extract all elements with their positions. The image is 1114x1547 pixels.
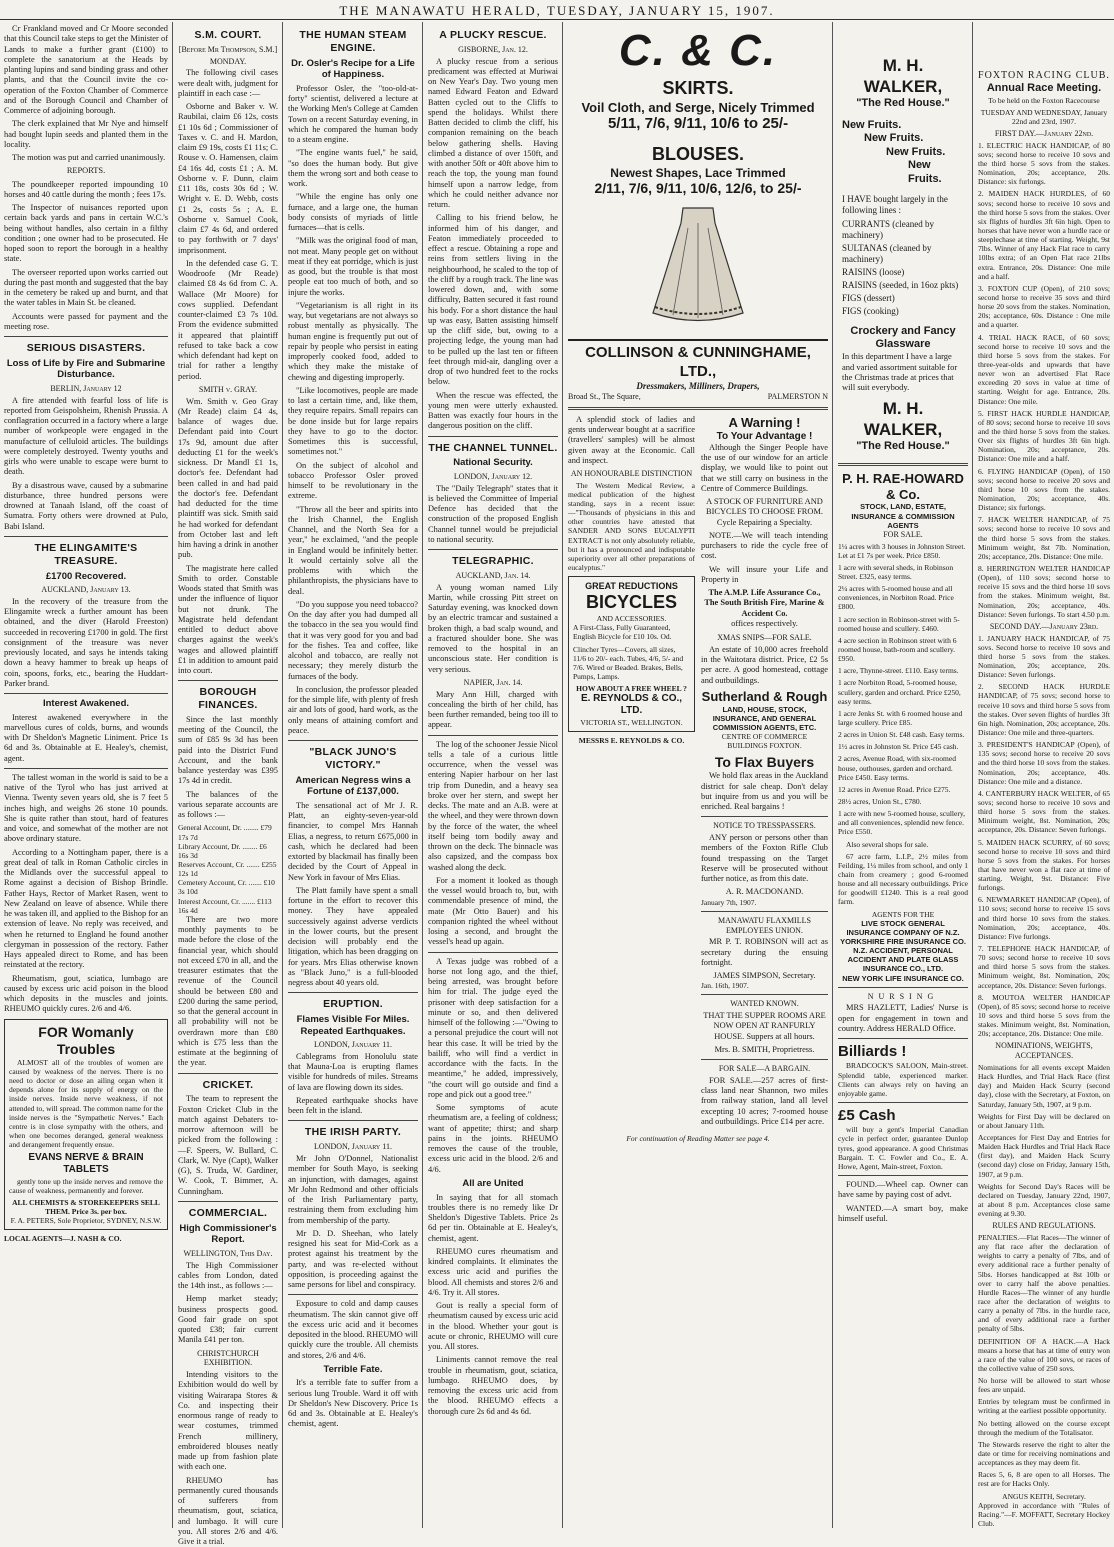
account-line: Library Account, Dr. ........ £6 16s 3d (178, 841, 267, 860)
property-item: 28½ acres, Union St., £780. (838, 796, 922, 806)
ad-text: The South British Fire, Marine & Accident Co. (704, 598, 825, 618)
ad-text: AND ACCESSORIES. (596, 614, 667, 624)
signature: JAMES SIMPSON, Secretary. (713, 971, 816, 981)
headline: A PLUCKY RESCUE. (439, 29, 547, 41)
article-text: BRADCOCK'S SALOON, Main-street. Splendid table, experienced marker. Clients can always rely on having an enjoyable game. (838, 1061, 968, 1098)
account-line: Reserves Account, Cr. ....... £255 12s 1d (178, 859, 277, 879)
headline: THE CHANNEL TUNNEL. (428, 441, 558, 454)
article-text: We hold flax areas in the Auckland district for sale cheap. Don't delay but inquire from us and you will be enriched. Real bargains ! (701, 771, 828, 812)
article-text: "Do you suppose you need tobacco? On the day after you had dumped all the tobacco in the sea you would find that it was very good for you and bad for the fishes. Tea and coffee, like alcohol and tobacco, are really not necessary; they merely disturb the furnaces of the body. (288, 599, 418, 681)
article-text: RHEUMO has permanently cured thousands of sufferers from rheumatism, gout, sciatica, and lumbago. It will cure you. All stores 2/6 and 4/6. Give it a trial. (178, 1475, 278, 1547)
subheadline: Dr. Osler's Recipe for a Life of Happiness. (291, 57, 415, 81)
article-text: Hemp market steady; business prospects good. Good fair grade on spot quoted £38; fair current Manila £41 per ton. (178, 1294, 278, 1345)
ad-text: Dressmakers, Milliners, Drapers, (636, 381, 760, 392)
race-item: 8. MOUTOA WELTER HANDICAP (Open), of 85 sovs; second horse to receive 10 sovs and third horse 5 sovs from the stakes. Minimum weight, 8st. Nomination, 20s; acceptance, 20s. Distance: One mile. (978, 992, 1110, 1039)
article-text: NOTE.—We will teach intending purchasers to ride the cycle free of cost. (701, 530, 828, 561)
race-item: 4. TRIAL HACK RACE, of 60 sovs; second horse to receive 10 sovs and the third horse 5 sovs from the stakes. For three-year-olds and upwards that have never won an advertised Flat Race exceeding 20 sovs in value at time of starting. Weight for age. Entrance, 20s. Distance: One mile. (978, 332, 1110, 406)
ad-text: I HAVE bought largely in the following lines : (842, 193, 948, 215)
subheadline: High Commissioner's Report. (179, 1222, 277, 1246)
dateline: WELLINGTON, This Day. (183, 1248, 273, 1258)
section-subhead: NURSING (867, 991, 939, 1001)
article-text: The clerk explained that Mr Nye and himself had bought lupin seeds and planted them in the locality. (4, 119, 168, 149)
dateline: NAPIER, Jan. 14. (463, 677, 523, 687)
ad-text: Voil Cloth, and Serge, Nicely Trimmed (581, 99, 815, 115)
ad-headline: To Flax Buyers (714, 754, 815, 771)
section-subhead: MANAWATU FLAXMILLS EMPLOYEES UNION. (718, 915, 811, 935)
ad-text: The A.M.P. Life Assurance Co., (708, 588, 821, 598)
ad-address: VICTORIA ST., WELLINGTON. (580, 717, 683, 727)
property-item: 1 acre with new 5-roomed house, scullery, and all conveniences, splendid new fence. Price £550. (838, 809, 965, 837)
dateline: MONDAY. (209, 56, 247, 66)
article-text: Mary Ann Hill, charged with concealing the birth of her child, has been further remanded, being too ill to appear. (428, 689, 558, 730)
race-item: 5. MAIDEN HACK SCURRY, of 60 sovs; second horse to receive 10 sovs and third horse 5 sovs from the stakes. For horses that have never won a flat race at time of starting. Weight, 9st. Distance: Five furlongs. (978, 837, 1110, 893)
property-item: 1 acre, Thynne-street. £110. Easy terms. (838, 666, 959, 676)
article-text: The Inspector of nuisances reported upon certain back yards and pans in certain W.C.'s being without handles, also certain in a filthy condition ; one owner had to be prosecuted. He hoped soon to report the borough in a healthy state. (4, 203, 168, 264)
article-text: Acceptances for First Day and Entries for Maiden Hack Hurdles and Trial Hack Race (first day), and Maiden Hack Scurry (second day) close on Friday, January 15th, 1907, at 9 p.m. (978, 1132, 1110, 1179)
insurer-name: N.Z. ACCIDENT, PERSONAL ACCIDENT AND PLATE GLASS INSURANCE CO., LTD. (847, 946, 959, 974)
account-line: Cemetery Account, Cr. ....... £10 3s 10d (178, 878, 275, 897)
article-text: Mr D. D. Sheehan, who lately resigned his seat for Mid-Cork as a protest against his treatment by the party, and was re-elected without opposition, is proceeding against the same persons for libel and conspiracy. (288, 1228, 418, 1289)
section-subhead: AN HONOURABLE DISTINCTION (570, 469, 693, 478)
property-item: 1 acre section in Robinson-street with 5-roomed house and scullery. £460. (838, 614, 960, 633)
column-rule (282, 22, 283, 1528)
product-item: CURRANTS (cleaned by machinery) (842, 218, 934, 240)
article-text: Approved in accordance with "Rules of Racing."—F. MOFFATT, Secretary Hockey Club. (978, 1500, 1110, 1529)
dateline: AUCKLAND, Jan. 14. (455, 570, 531, 580)
product-item: FIGS (dessert) (842, 292, 895, 303)
ad-text: To Your Advantage ! (716, 430, 813, 442)
article-text: Accounts were passed for payment and the meeting rose. (4, 311, 168, 331)
subheadline: £1700 Recovered. (45, 570, 127, 582)
ad-text: Newest Shapes, Lace Trimmed (610, 165, 786, 180)
ad-text: Also several shops for sale. (846, 839, 929, 849)
article-text: PENALTIES.—Flat Races—The winner of any flat race after the declaration of weights to carry a penalty of 7lbs, and of every additional race a further penalty of 5lbs. Horses handicapped at 8st 10lb or over to carry half the above penalties. Hurdle Races—The winner of any hurdle race after the declaration of weights to carry a penalty of 7lbs. in the hurdle race, and of every additional race a further penalty of 5lbs. (978, 1232, 1110, 1334)
ad-text: A First-Class, Fully Guaranteed, English Bicycle for £10 10s. Od. (573, 623, 672, 642)
article-text: Weights for Second Day's Races will be declared on Tuesday, January 22nd, 1907, at about 8 p.m. Acceptances close same evening at 9.30. (978, 1181, 1110, 1219)
headline: BOROUGH FINANCES. (198, 686, 258, 712)
column-5 (564, 24, 832, 1524)
article-text: The tallest woman in the world is said to be a native of the Tyrol who has just arrived at Vienna. Twenty seven years old, she is 7 feet 5 inches high, and weighs 26 stone 10 pounds. She is quite rather than stout, hard of features and voice, and somewhat of the mother are not above ordinary stature. (4, 772, 168, 844)
ad-prices: 2/11, 7/6, 9/11, 10/6, 12/6, to 25/- (594, 180, 802, 197)
ad-text: GREAT REDUCTIONS (585, 581, 678, 592)
product-item: FIGS (cooking) (842, 305, 899, 316)
race-item: 5. FIRST HACK HURDLE HANDICAP, of 80 sovs; second horse to receive 10 sovs and the third horse 5 sovs from the stakes. Over six flights of hurdles 3ft 6in high. Nomination, 20s; acceptance, 20s. Distance: One mile and a half. (978, 408, 1110, 464)
ad-company: E. REYNOLDS & CO., LTD. (580, 693, 683, 717)
date: January 7th, 1907. (701, 897, 757, 907)
article-text: DEFINITION OF A HACK.—A Hack means a horse that has at time of entry won a race of the value of 100 sovs, or races of the collective value of 250 sovs. (978, 1336, 1110, 1373)
race-item: 7. HACK WELTER HANDICAP, of 75 sovs; second horse to receive 10 sovs and the third horse 5 sovs from the stakes. Minimum weight, 8st 7lb. Nomination, 20s; acceptance, 20s. Distance: One mile. (978, 515, 1110, 561)
column-rule (832, 22, 833, 1528)
article-text: The High Commissioner cables from London, dated the 14th inst., as follows :— (178, 1260, 278, 1291)
race-item: 8. HERRINGTON WELTER HANDICAP (Open), of 110 sovs; second horse to receive 15 sovs and the third horse 10 sovs from the stakes. Minimum weight, 8st. Nomination, 20s; acceptance, 40s. Distance: Seven furlongs. To start 4.50 p.m. (978, 563, 1110, 619)
ad-text: gently tone up the inside nerves and remove the cause of weakness, permanently and forever. (9, 1176, 163, 1195)
ad-company: Sutherland & Rough (701, 688, 828, 704)
article-text: "Throw all the beer and spirits into the Irish Channel, the English Channel, and the North Sea for a year," he exclaimed, "and the people in England would be infinitely better. It would certainly solve all the problems with which the philanthropists, the physicians have to deal. (288, 504, 418, 596)
article-text: The Stewards reserve the right to alter the date or time for receiving nominations and acceptances as they may deem fit. (978, 1439, 1110, 1468)
property-item: 12 acres in Avenue Road. Price £275. (838, 784, 951, 794)
headline: S.M. COURT. (194, 29, 262, 41)
advertisement-walker (838, 28, 968, 458)
race-dates: TUESDAY AND WEDNESDAY, January 22nd and 23rd, 1907. (980, 107, 1108, 126)
article-text: Since the last monthly meeting of the Council, the sum of £85 9s 3d has been paid into the District Fund Account, and the bank balance yesterday was £395 17s 4d in credit. (178, 714, 278, 786)
article-text: FOUND.—Wheel cap. Owner can have same by paying cost of advt. (838, 1180, 968, 1200)
column-3 (284, 24, 422, 1524)
article-text: In the defended case G. T. Woodroofe (Mr Reade) claimed £8 4s 6d from C. A. Wallace (Mr Moore) for cows supplied. Defendant counter-claimed £3 7s 10d. From the evidence submitted it appeared that plaintiff refused to take back a cow which defendant had kept on trial for rather a lengthy period. (178, 258, 278, 381)
section-subhead: RULES AND REGULATIONS. (992, 1221, 1096, 1231)
article-text: MR P. T. ROBINSON will act as secretary during the ensuing fortnight. (701, 937, 828, 967)
ad-address: Broad St., The Square, (568, 392, 641, 401)
article-text: In the recovery of the treasure from the Elingamite wreck a further amount has been obtained, and the diver (Harold Freeston) succeeded in recovering £1700 in gold. The first consignment of the treasure was never previously located, and says he intends taking down a heavy hammer to break up heaps of coin, spoons, forks, etc., bearing the Huddart-Parker brand. (4, 596, 168, 688)
article-text: A young woman named Lily Martin, while crossing Pitt street on Saturday evening, was knocked down by an electric tramcar and sustained a broken thigh, a bad scalp wound, and a fractured shoulder bone. She was removed to the hospital in an unconscious state. Her condition is very serious. (428, 582, 558, 674)
article-text: When the rescue was effected, the young men were utterly exhausted. Batten was exactly four hours in the dangerous position on the cliff. (428, 390, 558, 431)
race-item: 3. PRESIDENT'S HANDICAP (Open), of 135 sovs; second horse to receive 20 sovs and the third horse 10 sovs from the stakes. Nomination, 20s; acceptance, 40s. Distance: One mile and a distance. (978, 740, 1110, 786)
article-text: The overseer reported upon works carried out during the past month and suggested that the bay in the cemetery be raked up and burnt, and that the water tables in Main St. be cleaned. (4, 267, 168, 308)
column-rule (562, 22, 563, 1528)
race-item: 3. FOXTON CUP (Open), of 210 sovs; second horse to receive 35 sovs and third horse 20 sovs from the stakes. Nomination, 20s; acceptance, 60s. Distance : One mile and a quarter. (978, 283, 1110, 330)
ad-town: PALMERSTON N (767, 392, 828, 401)
section-subhead: NOMINATIONS, WEIGHTS, ACCEPTANCES. (995, 1041, 1093, 1061)
ad-text: ALL CHEMISTS & STOREKEEPERS SELL THEM. Price 3s. per box. (12, 1197, 160, 1217)
subheadline: Flames Visible For Miles. Repeated Earthquakes. (296, 1014, 410, 1037)
article-text: Mr John O'Donnel, Nationalist member for South Mayo, is seeking an injunction, with damages, against Mr John Redmond and other officials of the Irish Parliamentary party, restraining them from excluding him from membership of the party. (288, 1154, 418, 1225)
column-4 (424, 24, 562, 1524)
property-item: 1 acre with several sheds, in Robinson Street. £325, easy terms. (838, 562, 954, 582)
article-text: Exposure to cold and damp causes rheumatism. The skin cannot give off the excess uric acid and it becomes deposited in the blood. RHEUMO will quickly cure the trouble. All chemists and stores, 2/6 and 4/6. (288, 1299, 418, 1360)
article-text: On the subject of alcohol and tobacco Professor Osler proved himself to be revolutionary in the extreme. (288, 460, 418, 501)
article-text: A splendid stock of ladies and gents underwear bought at a sacrifice (travellers' samples) will be almost given away at the Economic. Call and inspect. (568, 414, 695, 465)
insurer-name: NEW YORK LIFE INSURANCE CO. (842, 973, 964, 983)
race-item: 4. CANTERBURY HACK WELTER, of 65 sovs; second horse to receive 10 sovs and third horse 5 sovs from the stakes. Minimum weight, 8st. Nomination, 20s; acceptance, 20s. Distance: Seven furlongs. (978, 788, 1110, 835)
property-list (838, 542, 968, 837)
article-text: FOR SALE.—257 acres of first-class land near Shannon, two miles from railway station, land all level excepting 10 acres; 7-roomed house and outbuildings. Price £14 per acre. (701, 1075, 828, 1126)
dateline: [Before Mr Thompson, S.M.] (178, 44, 278, 54)
article-text: There are two more monthly payments to be made before the close of the financial year, which should not exceed £70 in all, and the treasurer estimates that the revenue of the Council should be between £80 and £200 during the same period, so that the general account in all probability will not be overdrawn more than £80 which is £75 less than the estimate at the beginning of the year. (178, 914, 278, 1068)
race-item: 1. JANUARY HACK HANDICAP, of 75 sovs. Second horse to receive 10 sovs and third horse 5 sovs from the stakes. Nomination, 20s; acceptance, 20s. Distance: Seven furlongs. (978, 633, 1110, 680)
ad-company: COLLINSON & CUNNINGHAME, LTD., (568, 339, 828, 381)
column-rule (972, 22, 973, 1528)
article-text: The following civil cases were dealt with, judgment for plaintiff in each case :— (178, 68, 278, 98)
ad-text: "The Red House." (856, 440, 950, 453)
signature: A. R. MACDONAND. (725, 887, 804, 897)
article-text: In saying that for all stomach troubles there is no remedy like Dr Sheldon's Digestive Tablets. Price 2s 6d per tin. Obtainable at E. Healey's, chemist, agent. (428, 1192, 558, 1243)
headline: THE IRISH PARTY. (304, 1126, 402, 1139)
article-text: Although the Singer People have the use of our window for an article display, we would like to point out that we still carry on business in the Centre of Commerce Buildings. (701, 442, 828, 493)
race-item: 1. ELECTRIC HACK HANDICAP, of 80 sovs; second horse to receive 10 sovs and the third horse 5 sovs from the stakes. Nomination, 20s; acceptance, 20s. Distance: six furlongs. (978, 140, 1110, 187)
article-text: By a disastrous wave, caused by a submarine disturbance, three hundred persons were drowned at Tanaah Island, off the coast of Sumatra. Forty others were drowned at Pulo, Babi Island. (4, 480, 168, 531)
ad-text: In this department I have a large and varied assortment suitable for the Christmas trade at prices that will suit everybody. (842, 351, 958, 393)
column-2 (174, 24, 282, 1547)
subheadline: All are United (462, 1177, 524, 1189)
property-item: 1 acre Norbiton Road, 5-roomed house, scullery, garden and orchard. Price £250, easy terms. (838, 678, 961, 706)
article-text: The motion was put and carried unanimously. (12, 153, 166, 162)
ad-headline: FOR Womanly Troubles (38, 1023, 134, 1057)
column-7 (974, 24, 1114, 1529)
ad-company: M. H. WALKER, (863, 56, 943, 96)
signature: ANGUS KEITH, Secretary. (1002, 1491, 1086, 1501)
ad-text: New Fruits. (886, 145, 946, 158)
property-item: 2¼ acres with 5-roomed house and all conveniences, in Norbiton Road. Price £800. (838, 584, 954, 612)
section-subhead: SMITH v. GRAY. (198, 384, 258, 394)
article-text: Intending visitors to the Exhibition would do well by visiting Wairarapa Stores & Co. and inspecting their enormous range of ready to wear costumes, trimmed French millinery, embroidered blouses neatly made up from fashion plate with each one. (178, 1370, 278, 1472)
column-rule (172, 22, 173, 1528)
article-text: It's a terrible fate to suffer from a serious lung Trouble. Ward it off with Dr Sheldon's New Discovery. Price 1s 6d and 3s. Obtainable at E. Healey's chemist, agent. (288, 1378, 418, 1429)
property-item: 1½ acres in Johnston St. Price £45 cash. (838, 742, 959, 752)
article-text: will buy a gent's Imperial Canadian cycle in perfect order, guarantee Dunlop tyres, good appearance. A good Christmas Bargain. T. C. Fowler and Co., E. A. Howe, Agent, Main-street, Foxton. (838, 1125, 968, 1171)
race-item: 7. TELEPHONE HACK HANDICAP, of 70 sovs; second horse to receive 10 sovs and third horse 5 sovs from the stakes. Minimum weight, 8st. Nomination, 20s; acceptance, 20s. Distance: Seven furlongs. (978, 944, 1110, 990)
ad-text: LAND, HOUSE, STOCK, INSURANCE, AND GENERAL COMMISSION AGENTS, ETC. (712, 704, 817, 732)
article-text: The poundkeeper reported impounding 10 horses and 40 cattle during the month ; fees 17s. (4, 179, 168, 199)
article-text: The log of the schooner Jessie Nicol tells a tale of a curious little occurrence, when the vessel was entering Napier harbour on her last trip from Dunedin, and a heavy sea broke over her stern, and swept her decks. The mate and an A.B. were at the wheel, and they were thrown down by the force of the water, the wheel itself being torn bodily away and thrown on the deck. The binnacle was also capsized, and the compass box washed along the deck. (428, 739, 559, 872)
headline: THE ELINGAMITE'S TREASURE. (34, 541, 138, 567)
ad-text: New Fruits. (864, 132, 924, 145)
column-1 (0, 24, 172, 1524)
article-text: A Texas judge was robbed of a horse not long ago, and the thief, being arrested, was brought before him for trial. The judge eyed the prisoner with deep satisfaction for a minute or so, and then delivered himself of the following :—"Owing to a personal prejudice the court will not hear this case. It will be tried by the bailiff, who will find a verdict in accordance with the facts. In the meantime," he added, impressively, "the court will go outside and find a rope and pick out a good tree." (428, 956, 558, 1099)
article-text: "The engine wants fuel," he said, "so does the human body. But give them the wrong sort and both cease to work. (288, 148, 418, 188)
skirt-illustration-icon (613, 203, 783, 333)
article-text: To be held on the Foxton Racecourse (988, 95, 1100, 105)
article-text: For a moment it looked as though the vessel would broach to, but, with commendable presence of mind, the mate (Mr Otto Bauer) and his companion righted the wheel without losing a second, and brought the vessel's head up again. (428, 875, 558, 947)
ad-headline: BLOUSES. (651, 143, 744, 164)
ad-text: New Fruits. (842, 118, 902, 131)
date: Jan. 16th, 1907. (701, 981, 749, 991)
subheadline: National Security. (453, 457, 533, 469)
article-text: The Western Medical Review, a medical publication of the highest standing, says in a recent issue:—"Thousands of physicians in this and other countries have attested that SANDER AND SONS EUCALYPTI EXTRACT is not only absolutely reliable, but it has a pronounced and indisputable superiority over all other preparations of eucalyptus." (568, 480, 695, 573)
section-subhead: REPORTS. (66, 166, 106, 176)
ad-text: offices respectively. (731, 618, 798, 628)
property-item: 2 acres, Avenue Road, with six-roomed house, outhouses, garden and orchard. Price £450. Easy terms. (838, 754, 956, 782)
article-text: Nominations for all events except Maiden Hack Hurdles, and Trial Hack Race (first day) and Maiden Hack Scurry (second day), close with the Secretary, at Foxton, on Saturday, January 5th, 1907, at 9 p.m. (978, 1062, 1110, 1109)
article-text: Some symptoms of acute rheumatism are, a feeling of coldness; want of appetite; thirst; and sharp pains in the joints. RHEUMO removes the cause of the trouble, excess uric acid in the blood. 2/6 and 4/6. (428, 1103, 558, 1174)
article-text: Gout is really a special form of rheumatism caused by excess uric acid in the blood. Whether your gout is acute or chronic, RHEUMO will cure you. All stores. (428, 1301, 558, 1352)
dateline: LONDON, January 12. (453, 471, 533, 481)
advertisement-reductions (568, 576, 695, 732)
article-text: Repeated earthquake shocks have been felt in the island. (288, 1095, 418, 1116)
ad-headline: Billiards ! (838, 1043, 907, 1061)
dateline: LONDON, January 11. (314, 1142, 392, 1152)
article-text: Entries by telegram must be confirmed in writing at the earliest possible opportunity. (978, 1397, 1110, 1416)
article-text: Rheumatism, gout, sciatica, lumbago are caused by excess uric acid poison in the blood which deposits in the muscles and joints. RHEUMO quickly cures. 2/6 and 4/6. (4, 973, 168, 1014)
subheadline: Interest Awakened. (42, 698, 130, 710)
ad-text: ALMOST all of the troubles of women are caused by weakness of the nerves. There is no need to doctor or dose an ailing organ when it depends alone for its supply of energy on the inside nerves. Inside nerve weakness, if not attended to, will spread. The common name for the inside nerves is the "Sympathetic Nerves." Each centre is in close sympathy with the others, and when one becomes deranged, general weakness and derangement frequently ensue. (9, 1057, 163, 1150)
ad-text: F. A. PETERS, Sole Proprietor, SYDNEY, N.S.W. (10, 1216, 162, 1226)
property-item: 1 acre Jenks St. with 6 roomed house and large scullery. Price £85. (838, 708, 963, 727)
ad-headline: BICYCLES (585, 592, 677, 613)
ad-brand: EVANS NERVE & BRAIN TABLETS (28, 1152, 144, 1176)
headline: SERIOUS DISASTERS. (26, 342, 146, 354)
headline: CRICKET. (202, 1078, 254, 1091)
headline: Annual Race Meeting. (986, 82, 1102, 95)
subheadline: Loss of Life by Fire and Submarine Disturbance. (6, 357, 166, 381)
article-text: RHEUMO cures rheumatism and kindred complaints. It eliminates the excess uric acid and purifies the blood. All chemists and stores 2/6 and 4/6. Try it. All stores. (428, 1246, 558, 1297)
article-text: Weights for First Day will be declared on or about January 11th. (978, 1111, 1110, 1130)
ad-headline: SKIRTS. (662, 77, 734, 98)
article-text: The sensational act of Mr J. R. Platt, an eighty-seven-year-old financier, to compel Mrs Hannah Elias, a negress, to return £675,000 in cash, which he declared had been extorted by blackmail has finally been decided by the Court of Appeal in New York in favour of Mrs Elias. (288, 800, 418, 882)
ad-headline: A Warning ! (728, 414, 801, 430)
article-text: "While the engine has only one furnace, and a large one, the human body consists of myriads of little furnaces—that is cells. (288, 192, 418, 232)
article-text: Cablegrams from Honolulu state that Mauna-Loa is erupting flames visible for hundreds of miles. Streams of lava are flowing down its sides. (288, 1051, 418, 1092)
ad-text: 67 acre farm, L.I.P., 2½ miles from Feilding, 1¼ miles from school, and only 1 chain from creamery ; good 6-roomed house and all necessary outbuildings. Price for goodwill £1240. This is a real good farm. (838, 851, 968, 907)
article-text: An estate of 10,000 acres freehold in the Waitotara district. Price, £2 5s per acre. A good homestead, cottage and outbuildings. (701, 644, 828, 685)
article-text: MRS HAZLETT, Ladies' Nurse is open for engagement in town and country. Address HERALD Office. (838, 1003, 968, 1033)
signature: Mrs. B. SMITH, Proprietress. (714, 1044, 815, 1054)
article-text: THAT THE SUPPER ROOMS ARE NOW OPEN AT RANFURLY HOUSE. Suppers at all hours. (703, 1011, 826, 1041)
local-agents: LOCAL AGENTS—J. NASH & CO. (4, 1234, 122, 1244)
race-item: 6. FLYING HANDICAP (Open), of 150 sovs; second horse to receive 20 sovs and third horse 10 sovs from the stakes. Nomination, 20s; acceptance, 40s. Distance; six furlongs. (978, 466, 1110, 513)
article-text: WANTED.—A smart boy, make himself useful. (838, 1203, 968, 1223)
dateline: LONDON, January 11. (314, 1040, 392, 1050)
ad-headline: £5 Cash (838, 1107, 896, 1125)
article-text: We will insure your Life and Property in (701, 564, 828, 584)
article-text: Interest awakened everywhere in the marvellous cures of colds, burns, and wounds with Dr Sheldon's Magnetic Liniment. Price 1s 6d and 3s. Obtainable at E. Healey's, chemist, agent. (4, 712, 168, 763)
article-text: Professor Osler, the "too-old-at-forty" scientist, delivered a lecture at the Working Men's College at Camden Town on a recent Saturday evening, in which he compared the human body to a steam engine. (288, 83, 418, 144)
headline: THE HUMAN STEAM ENGINE. (299, 29, 407, 54)
advertisement-collinson (568, 24, 828, 402)
continuation-note: For continuation of Reading Matter see page 4. (626, 1134, 770, 1144)
insurer-name: YORKSHIRE FIRE INSURANCE CO. (840, 936, 966, 946)
article-text: Races 5, 6, 8 are open to all Horses. The rest are for Hacks Only. (978, 1470, 1110, 1489)
article-text: The "Daily Telegraph" states that it is believed the Committee of Imperial Defence has decided that the construction of the proposed English Channel tunnel would be prejudicial to national security. (428, 483, 558, 544)
article-text: Calling to his friend below, he informed him of his danger, and Featon immediately proceeded to effect a rescue. Obtaining a rope and reins from settlers living in the neighbourhood, he scaled to the top of the cliff by a rough track. The line was lowered down, and, with some difficulty, Batten secured it fast round his body. For a short distance the haul up was easy, Batten assisting himself up the cliff side, but, owing to a projecting ledge, the young man had to be pulled up the last ten or fifteen feet through mid-air, dangling over a drop of two hundred feet to the rocks below. (428, 213, 558, 387)
ad-text: AGENTS FOR THE (871, 909, 935, 919)
article-text: "Vegetarianism is all right in its way, but vegetarians are not always so robust mentally as physically. The human engine is frequently put out of repair by people who persist in eating improperly cooked food, added to which they make the mistake of chewing and digesting improperly. (288, 300, 418, 382)
account-line: Interest Account, Cr. ....... £113 16s 4d (178, 896, 272, 915)
article-text: The Platt family have spent a small fortune in the effort to recover this money. They have appealed successively against adverse verdicts in the lower courts, but the present decision will probably end the litigation, which has been dragging on for years. Mrs Elias otherwise known as "Black Juno," is a full-blooded negress about 40 years old. (288, 885, 418, 987)
article-text: A STOCK OF FURNITURE AND BICYCLES TO CHOOSE FROM. Cycle Repairing a Specialty. (706, 497, 823, 527)
section-subhead: NOTICE TO TRESSPASSERS. (713, 821, 816, 831)
section-subhead: FIRST DAY.—January 22nd. (994, 129, 1094, 139)
product-list (842, 219, 964, 317)
ad-company: P. H. RAE-HOWARD & Co. (842, 470, 964, 502)
ad-text: "The Red House." (856, 97, 950, 110)
ad-address: CENTRE OF COMMERCE BUILDINGS FOXTON. (721, 732, 808, 751)
article-text: Cr Frankland moved and Cr Moore seconded that this Council take steps to get the Minister of Lands to make a further grant (£100) to complete the sanatorium at the Heads by planting lupins and sand binding grass and other plants, and that the Council invite the co-operation of the Foxton Chamber of Commerce and of the Borough Council and Chamber of Commerce of adjoining borough. (4, 24, 168, 115)
column-rule (422, 22, 423, 1528)
subheadline: Terrible Fate. (323, 1363, 383, 1375)
headline: TELEGRAPHIC. (452, 555, 534, 568)
headline: ERUPTION. (323, 998, 383, 1011)
column-6 (834, 24, 972, 1524)
article-text: A fire attended with fearful loss of life is reported from Geispolsheim, Rhenish Prussia. A conflagration occurred in a factory where a large number of workpeople were engaged in the manufacture of celluloid articles. The buildings were completely destroyed. Twenty youths and girls who were unable to escape were burnt to death. (4, 395, 168, 477)
section-subhead: SECOND DAY.—January 23rd. (989, 621, 1099, 631)
headline: COMMERCIAL. (188, 1206, 268, 1219)
article-text: Osborne and Baker v. W. Raubilai, claim £6 12s, costs £1 10s 6d ; Commissioner of Taxes v. C. and H. Mardon, claim £9 19s, costs £1 11s; C. Rouse v. O. Hamensen, claim £4 16s 4d, costs £1 ; A. M. Osborne v. F. Dunn, claim £11 18s, costs 30s 6d ; W. Wright v. E. D. Webb, costs £1 2s, costs 5s ; A. E. Osborne v. Samuel Cook, claim £7 4s 6d, and ordered to pay forthwith or 7 days' imprisonment. (178, 102, 278, 255)
headline: "BLACK JUNO'S VICTORY." (309, 746, 397, 771)
product-item: RAISINS (loose) (842, 266, 905, 277)
property-item: 1¼ acres with 3 houses in Johnston Street. Let at £1 7s per week. Price £850. (838, 541, 966, 560)
article-text: According to a Nottingham paper, there is a great deal of talk in Roman Catholic circles in the Midlands over the successful appeal to Rome against a decision of Bishop Brindle. Father Hays, Rector of Market Rasen, went to New Zealand on leave of absence. While there he was taken ill, and applied to the Bishop for an extension of leave. No reply was received, and when he returned to England he found another clergyman in possession of the rectory. Father Hays appealed direct to Rome, and has been reinstated at the rectory. (4, 847, 168, 970)
sub-column-left (568, 415, 695, 1130)
insurer-name: LIVE STOCK GENERAL INSURANCE COMPANY OF N.Z. (846, 918, 960, 937)
article-text: The magistrate here called Smith to order. Constable Woods stated that Smith was under the influence of liquor but not drunk. The Magistrate held defendant entitled to deduct above charges against the week's wages and allowed plaintiff £1 in addition to amount paid into court. (178, 563, 278, 676)
product-item: RAISINS (seeded, in 16oz pkts) (842, 279, 959, 290)
property-item: 4 acre section in Robinson street with 6 roomed house, bath-room and scullery. £950. (838, 635, 957, 664)
ad-logo: C. & C. (618, 26, 778, 75)
ad-text: New Fruits. (908, 159, 942, 185)
advertisement-womanly-troubles (4, 1019, 168, 1231)
race-item: 2. SECOND HACK HURDLE HANDICAP, of 75 sovs; second horse to receive 10 sovs and third horse 5 sovs from the stakes. Over seven flights of hurdles 3ft 6in high. Nomination, 20s; acceptance, 20s. Distance: One mile and three-quarters. (978, 682, 1110, 737)
property-item: 2 acres in Union St. £48 cash. Easy terms. (838, 730, 965, 740)
dateline: BERLIN, January 12 (50, 383, 122, 393)
section-subhead: FOR SALE. (883, 529, 923, 539)
club-name: FOXTON RACING CLUB. (978, 70, 1110, 81)
article-text: No horse will be allowed to start whose fees are unpaid. (978, 1376, 1110, 1395)
sub-column-right (701, 415, 828, 1130)
article-text: "Like locomotives, people are made to last a certain time, and, like them, they require repairs. Small repairs can be done inside but for large repairs they have to go to the doctor. Sometimes this is successful, sometimes not." (288, 385, 418, 457)
account-line: General Account, Dr. ........ £79 17s 7d (178, 823, 272, 842)
ad-text: Clincher Tyres—Covers, all sizes, 11/6 to 20/- each. Tubes, 4/6, 5/- and 7/6. Wired or Beaded. Brakes, Bells, Pumps, Lamps. (573, 644, 684, 681)
article-text: Liniments cannot remove the real trouble in rheumatism, gout, sciatica, lumbago. RHEUMO does, by removing the excess uric acid from the blood. RHEUMO effects a thorough cure 2s 6d and 4s 6d. (428, 1355, 558, 1416)
section-subhead: CHRISTCHURCH EXHIBITION. (197, 1348, 259, 1368)
ad-company: M. H. WALKER, (863, 398, 943, 439)
article-text: ANY person or persons other than members of the Foxton Rifle Club found trespassing on the Target Reserve will be prosecuted without further notice, as from this date. (701, 833, 828, 884)
masthead: THE MANAWATU HERALD, TUESDAY, JANUARY 15, 1907. (0, 0, 1114, 20)
race-item: 2. MAIDEN HACK HURDLES, of 60 sovs; second horse to receive 10 sovs and the third horse 5 sovs from the stakes. Over six flights of hurdles 3ft 6in high. Open to horses that have never won a hurdle race or steeplechase at time of starting. Weight, 9st 7lbs. Winner of any Hack Flat race to carry 10lbs extra; of an Open Flat race 21lbs extra. Entrance, 20s. Distance: One mile and a half. (978, 189, 1110, 281)
article-text: A plucky rescue from a serious predicament was effected at Muriwai on New Year's Day. Two young men named Edward Featon and Edward Batten cycled out to the Cliffs to spend the holidays. Whilst there Batten decided to climb the cliff, his companion remaining on the beach below gathering shells. Having climbed a distance of over 150ft, and with another 50ft or 40ft above him to reach the top, the young man found himself upon a narrow ledge, from which he could neither advance nor return. (428, 56, 558, 210)
product-item: SULTANAS (cleaned by machinery) (842, 242, 932, 264)
race-item: 6. NEWMARKET HANDICAP (Open), of 110 sovs; second horse to receive 15 sovs and third horse 10 sovs from the stakes. Nomination, 20s; acceptance, 40s. Distance: Five furlongs. (978, 895, 1110, 941)
section-subhead: FOR SALE—A BARGAIN. (718, 1064, 811, 1074)
subheadline: American Negress wins a Fortune of £137,000. (295, 774, 411, 798)
ad-text: HOW ABOUT A FREE WHEEL ? (576, 684, 687, 694)
dateline: AUCKLAND, January 13. (41, 585, 131, 595)
article-text: Wm. Smith v. Geo Gray (Mr Reade) claim £4 4s, balance of wages due. Defendant paid into Court 17s 9d, amount due after deducting £1 for the week's sickness. Dr Mandl £1 1s, doctor's fee. Defendant had been called in and had paid the doctor's fee. Defendant had deducted for the time plaintiff was sick. Smith said he had worked for defendant from October last and left him having a drink in another pub. (178, 396, 278, 560)
section-subhead: XMAS SNIPS—FOR SALE. (717, 633, 812, 643)
ad-text: STOCK, LAND, ESTATE, INSURANCE & COMMISSION AGENTS (851, 502, 955, 530)
ad-prices: 5/11, 7/6, 9/11, 10/6 to 25/- (607, 115, 789, 133)
article-text: In conclusion, the professor pleaded for the simple life, with plenty of fresh air and lots of good, hard work, as the only means of attaining comfort and peace. (288, 684, 418, 735)
dateline: GISBORNE, Jan. 12. (458, 44, 528, 54)
article-text: No betting allowed on the course except through the medium of the Totalisator. (978, 1418, 1110, 1437)
article-text: "Milk was the original food of man, not meat. Many people get on without meat if they eat porridge, which is just as good, but the trouble is that most people eat too much of both, and so injure the works. (288, 236, 418, 297)
section-subhead: WANTED KNOWN. (730, 999, 799, 1009)
article-text: The team to represent the Foxton Cricket Club in the match against Debaters to-morrow afternoon will be picked from the following :—F. Speers, W. Bullard, C. Clark, W. Nye (Capt), Walker (G), S. Truda, W. Gardiner, W. Cook, T. Bimmer, A. Cunningham. (178, 1094, 278, 1196)
ad-headline: Crockery and Fancy Glassware (850, 324, 956, 350)
article-text: The balances of the various separate accounts are as follows :— (178, 789, 278, 820)
ad-text: MESSRS E. REYNOLDS & CO. (578, 735, 685, 745)
